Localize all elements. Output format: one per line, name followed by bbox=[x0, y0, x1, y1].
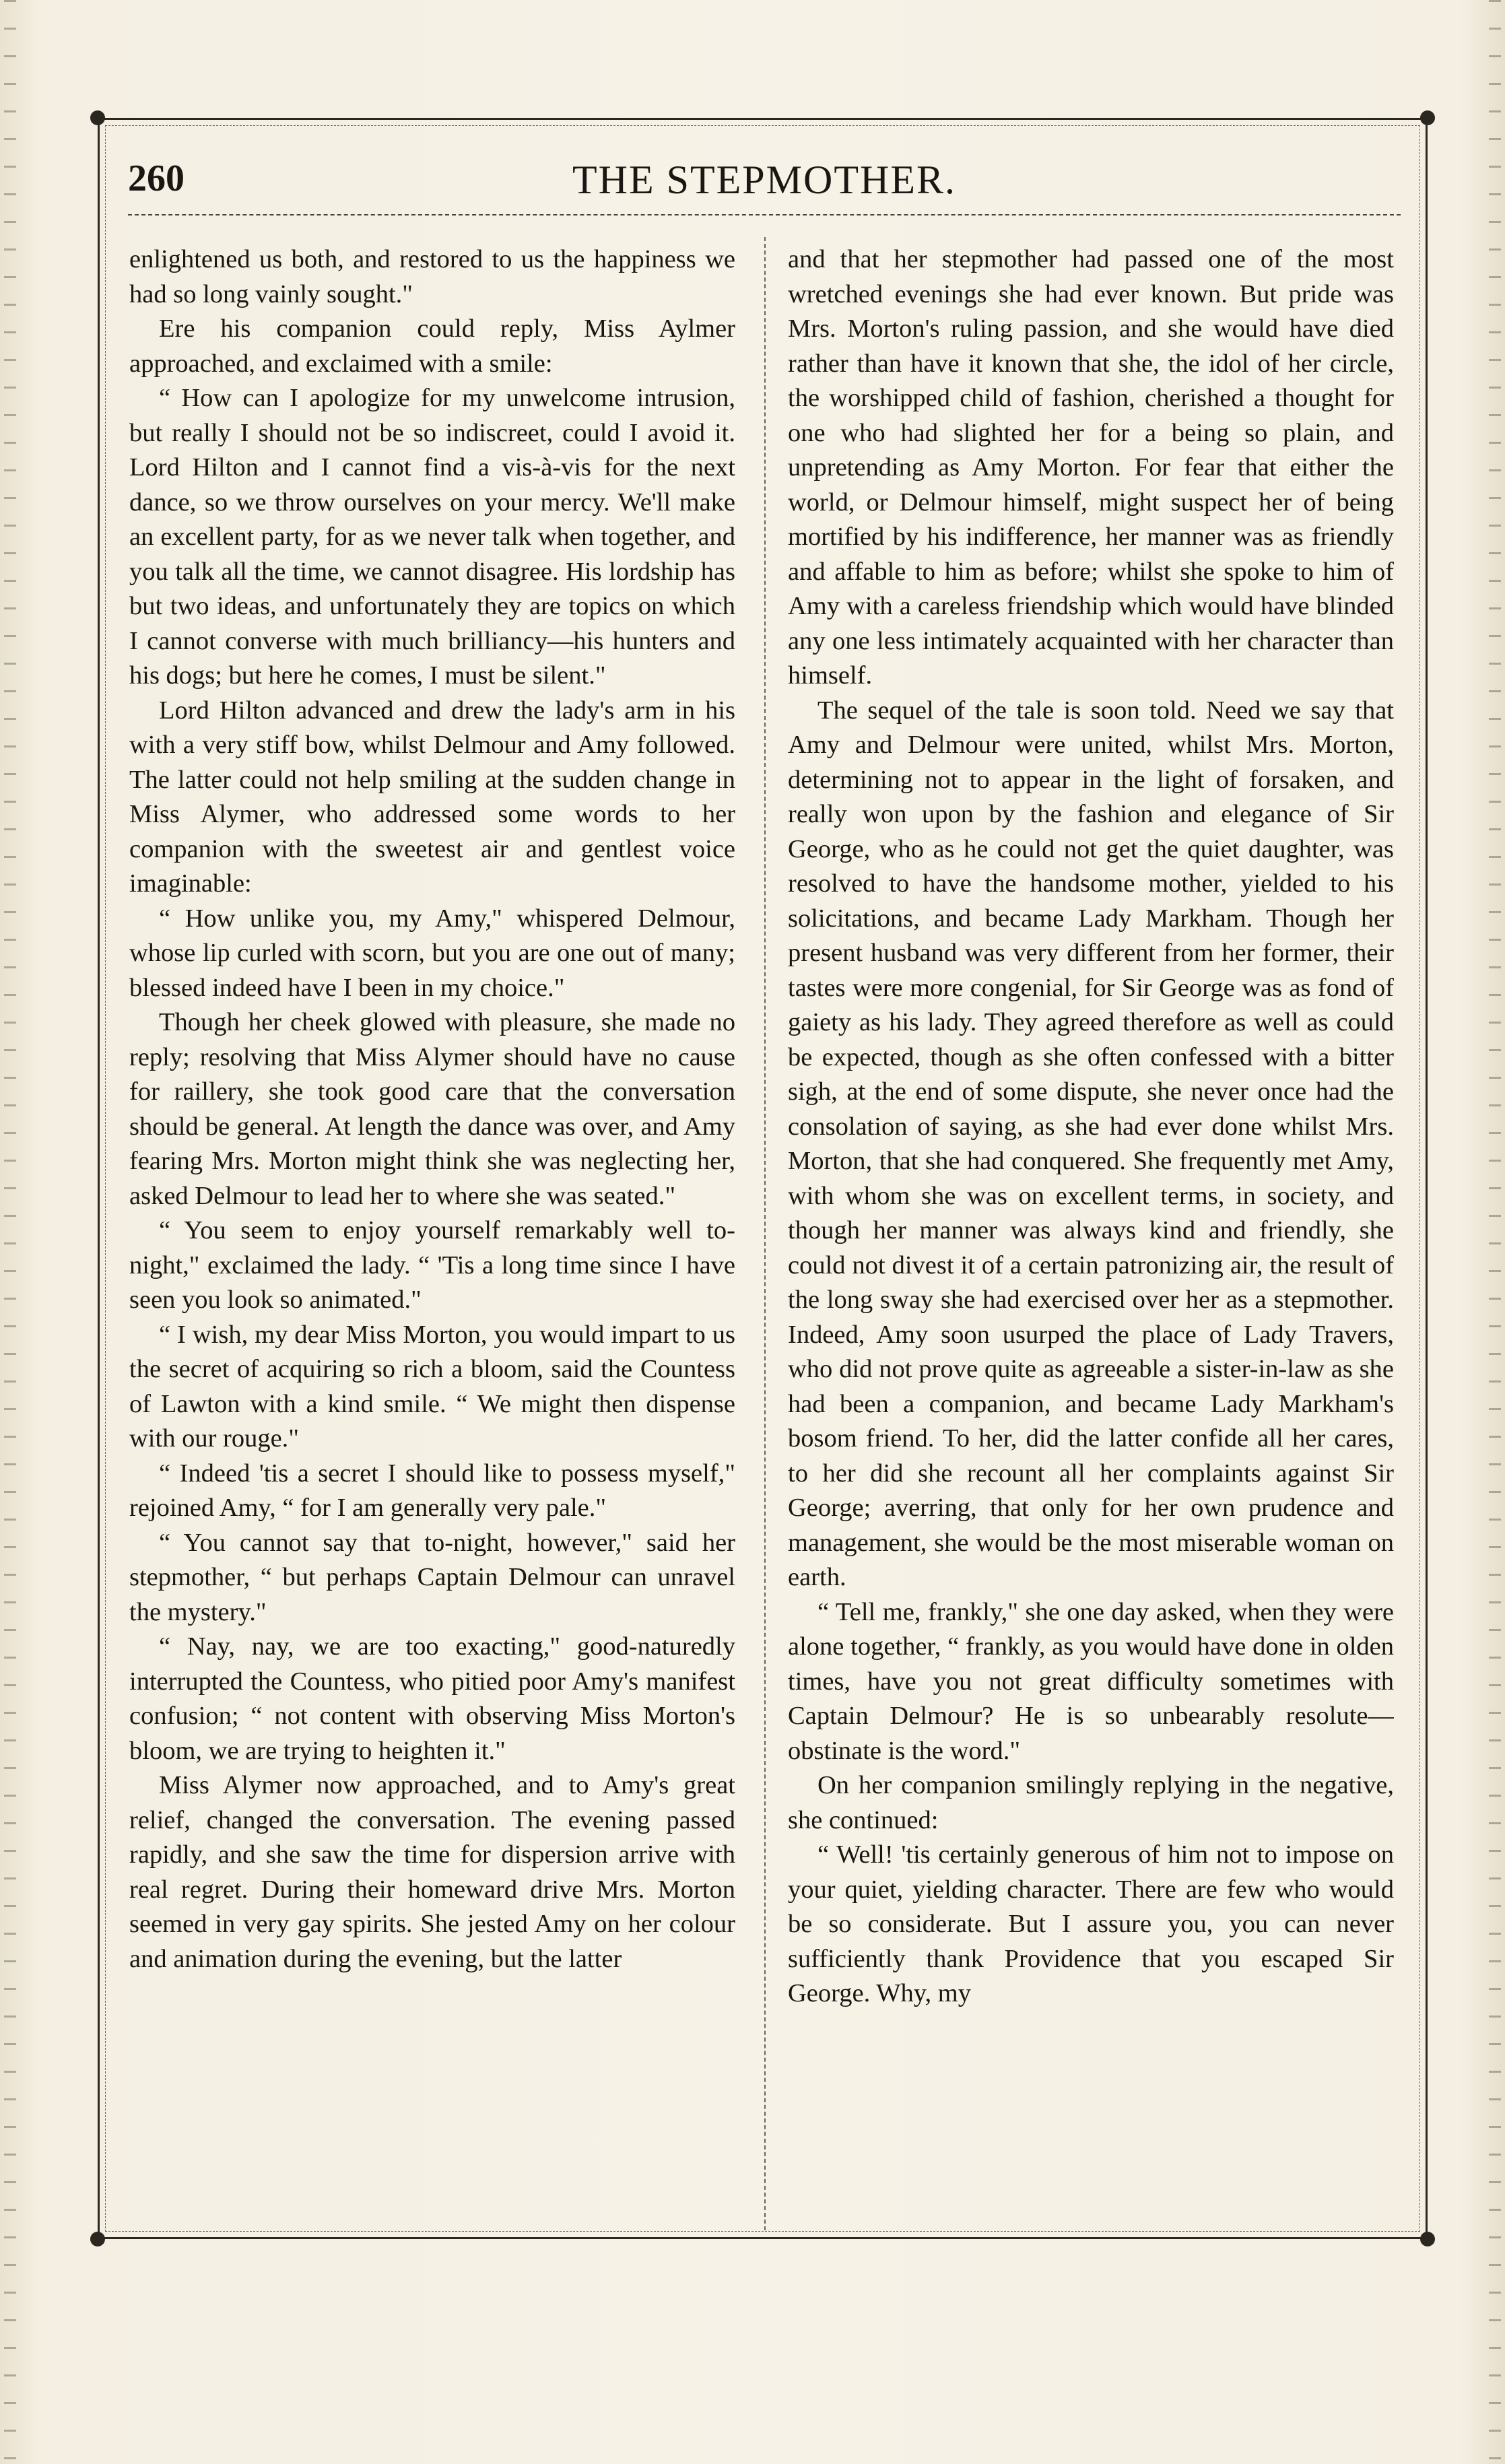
paragraph: Lord Hilton advanced and drew the lady's arm in his with a very stiff bow, whilst Delmour and Amy followed. The latter could not help smiling at the sudden change in Miss Alymer, who addressed some words to her companion with the sweetest air and gentlest voice imaginable: bbox=[129, 696, 735, 898]
paragraph: and that her stepmother had passed one of the most wretched evenings she had ever known. But pride was Mrs. Morton's ruling passion, and she would have died rather than have it known that she, the idol of her circle, the worshipped child of fashion, cherished a thought for one who had slighted her for a being so plain, and unpretending as Amy Morton. For fear that either the world, or Delmour himself, might suspect her of being mortified by his indifference, her manner was as friendly and affable to him as before; whilst she spoke to him of Amy with a careless friendship which would have blinded any one less intimately acquainted with her character than himself. bbox=[788, 245, 1394, 690]
paragraph: “ Well! 'tis certainly generous of him not to impose on your quiet, yielding character. There are few who would be so considerate. But I assure you, you can never sufficiently thank Providence that you escaped Sir George. Why, my bbox=[788, 1840, 1394, 2007]
left-binding-marks bbox=[4, 0, 16, 2464]
header-divider bbox=[128, 214, 1401, 215]
corner-ornament-icon bbox=[1420, 110, 1435, 125]
paragraph: On her companion smilingly replying in the negative, she continued: bbox=[788, 1771, 1394, 1834]
left-column bbox=[129, 242, 735, 2229]
page-number: 260 bbox=[128, 158, 185, 199]
paragraph: “ How unlike you, my Amy," whispered Delmour, whose lip curled with scorn, but you are one out of many; blessed indeed have I been in my choice." bbox=[129, 904, 735, 1002]
paragraph: Though her cheek glowed with pleasure, she made no reply; resolving that Miss Alymer should have no cause for raillery, she took good care that the conversation should be general. At length the dance was over, and Amy fearing Mrs. Morton might think she was neglecting her, asked Delmour to lead her to where she was seated." bbox=[129, 1008, 735, 1210]
corner-ornament-icon bbox=[90, 110, 105, 125]
paragraph: “ How can I apologize for my unwelcome intrusion, but really I should not be so indiscreet, could I avoid it. Lord Hilton and I cannot find a vis-à-vis for the next dance, so we throw ourselves on your mercy. We'll make an excellent party, for as we never talk when together, and you talk all the time, we cannot disagree. His lordship has but two ideas, and unfortunately they are topics on which I cannot converse with much brilliancy—his hunters and his dogs; but here he comes, I must be silent." bbox=[129, 384, 735, 690]
page-header bbox=[128, 145, 1401, 212]
column-divider bbox=[764, 237, 766, 2230]
paragraph: Miss Alymer now approached, and to Amy's great relief, changed the conversation. The evening passed rapidly, and she saw the time for dispersion arrive with real regret. During their homeward drive Mrs. Morton seemed in very gay spirits. She jested Amy on her colour and animation during the evening, but the latter bbox=[129, 1771, 735, 1973]
paragraph: enlightened us both, and restored to us the happiness we had so long vainly sought." bbox=[129, 245, 735, 308]
paragraph: “ Nay, nay, we are too exacting," good-naturedly interrupted the Countess, who pitied poor Amy's manifest confusion; “ not content with observing Miss Morton's bloom, we are trying to heighten it." bbox=[129, 1632, 735, 1765]
paragraph: “ I wish, my dear Miss Morton, you would impart to us the secret of acquiring so rich a bloom, said the Countess of Lawton with a kind smile. “ We might then dispense with our rouge." bbox=[129, 1320, 735, 1453]
paragraph: “ You seem to enjoy yourself remarkably well to-night," exclaimed the lady. “ 'Tis a long time since I have seen you look so animated." bbox=[129, 1216, 735, 1314]
paragraph: “ You cannot say that to-night, however," said her stepmother, “ but perhaps Captain Delmour can unravel the mystery." bbox=[129, 1528, 735, 1626]
running-title: THE STEPMOTHER. bbox=[572, 158, 956, 202]
corner-ornament-icon bbox=[90, 2232, 105, 2246]
right-column bbox=[788, 242, 1394, 2229]
paragraph: “ Tell me, frankly," she one day asked, when they were alone together, “ frankly, as you would have done in olden times, have you not great difficulty sometimes with Captain Delmour? He is so unbearably resolute—obstinate is the word." bbox=[788, 1597, 1394, 1765]
paragraph: “ Indeed 'tis a secret I should like to possess myself," rejoined Amy, “ for I am generally very pale." bbox=[129, 1459, 735, 1522]
paragraph: The sequel of the tale is soon told. Need we say that Amy and Delmour were united, whilst Mrs. Morton, determining not to appear in the light of forsaken, and really won upon by the fashion and elegance of Sir George, who as he could not get the quiet daughter, was resolved to have the handsome mother, yielded to his solicitations, and became Lady Markham. Though her present husband was very different from her former, their tastes were more congenial, for Sir George was as fond of gaiety as his lady. They agreed therefore as well as could be expected, though as she often confessed with a bitter sigh, at the end of some dispute, she never once had the consolation of saying, as she had ever done whilst Mrs. Morton, that she had conquered. She frequently met Amy, with whom she was on excellent terms, in society, and though her manner was always kind and friendly, she could not divest it of a certain patronizing air, the result of the long sway she had exercised over her as a stepmother. Indeed, Amy soon usurped the place of Lady Travers, who did not prove quite as agreeable a sister-in-law as she had been a companion, and became Lady Markham's bosom friend. To her, did the latter confide all her cares, to her did she recount all her complaints against Sir George; averring, that only for her own prudence and management, she would be the most miserable woman on earth. bbox=[788, 696, 1394, 1591]
corner-ornament-icon bbox=[1420, 2232, 1435, 2246]
paragraph: Ere his companion could reply, Miss Aylmer approached, and exclaimed with a smile: bbox=[129, 314, 735, 378]
right-binding-marks bbox=[1489, 0, 1501, 2464]
